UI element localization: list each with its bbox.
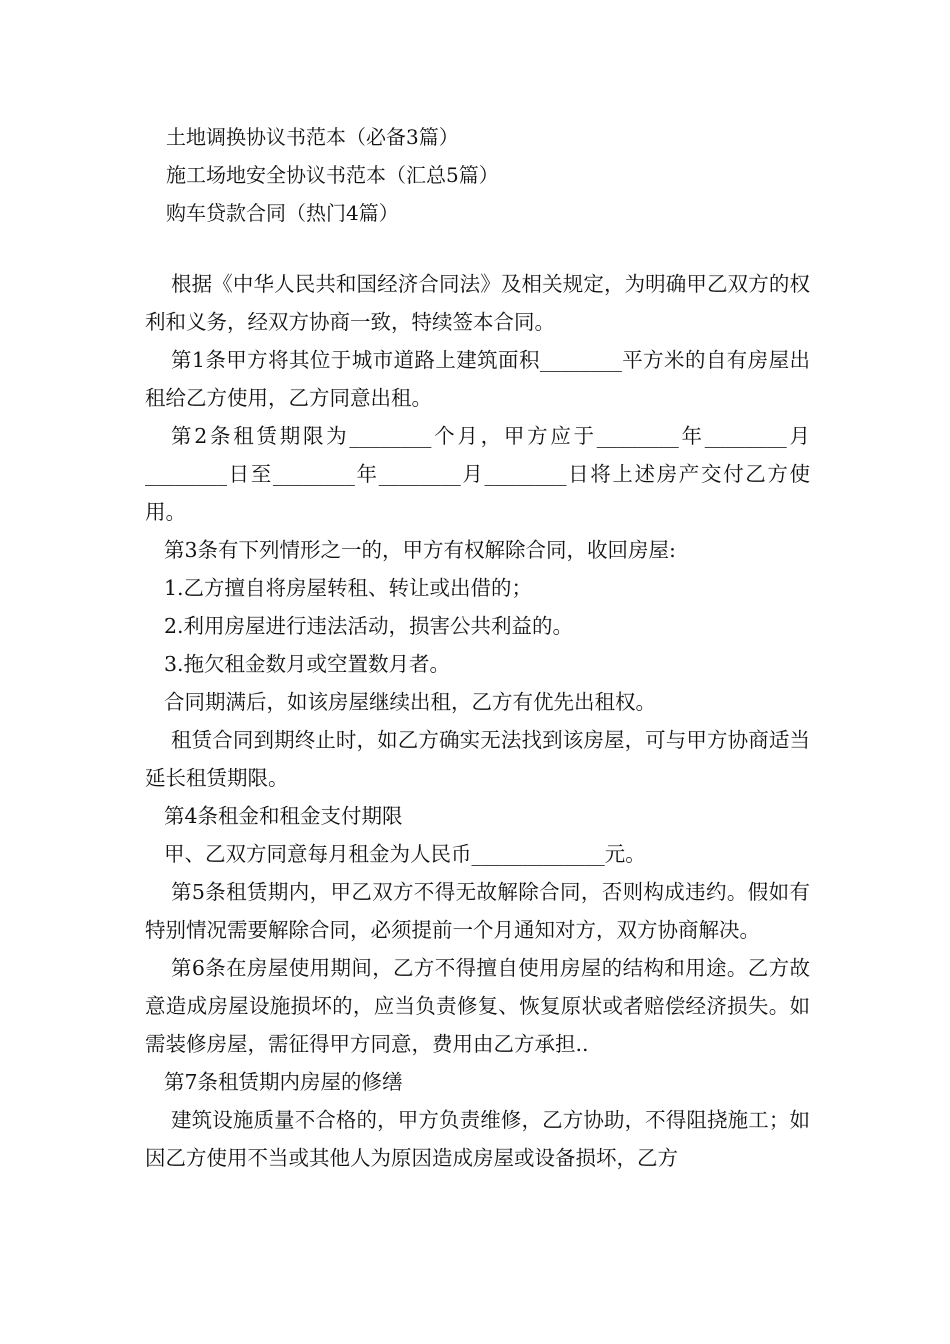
related-link[interactable]: 土地调换协议书范本（必备3篇） xyxy=(166,125,459,149)
article-3-item-3: 3.拖欠租金数月或空置数月者。 xyxy=(164,652,451,676)
related-links xyxy=(166,118,499,232)
contract-body xyxy=(145,265,810,1177)
article-2: 第2条租赁期限为________个月，甲方应于________年________月________日至________年________月________日将上述房产交付乙方使用。 xyxy=(145,424,810,524)
rent-amount-paragraph: 甲、乙双方同意每月租金为人民币_____________元。 xyxy=(164,842,646,866)
priority-lease-paragraph: 合同期满后，如该房屋继续出租，乙方有优先出租权。 xyxy=(164,690,656,714)
article-5: 第5条租赁期内，甲乙双方不得无故解除合同，否则构成违约。假如有特别情况需要解除合同，必须提前一个月通知对方，双方协商解决。 xyxy=(145,880,810,942)
extension-paragraph: 租赁合同到期终止时，如乙方确实无法找到该房屋，可与甲方协商适当延长租赁期限。 xyxy=(145,728,810,790)
intro-paragraph: 根据《中华人民共和国经济合同法》及相关规定，为明确甲乙双方的权利和义务，经双方协商一致，特续签本合同。 xyxy=(145,272,810,334)
repair-paragraph: 建筑设施质量不合格的，甲方负责维修，乙方协助，不得阻挠施工；如因乙方使用不当或其他人为原因造成房屋或设备损坏，乙方 xyxy=(145,1108,810,1170)
article-3: 第3条有下列情形之一的，甲方有权解除合同，收回房屋: xyxy=(164,538,676,562)
article-4: 第4条租金和租金支付期限 xyxy=(164,804,403,828)
article-6: 第6条在房屋使用期间，乙方不得擅自使用房屋的结构和用途。乙方故意造成房屋设施损坏的，应当负责修复、恢复原状或者赔偿经济损失。如需装修房屋，需征得甲方同意，费用由乙方承担.. xyxy=(145,956,810,1056)
article-3-item-1: 1.乙方擅自将房屋转租、转让或出借的； xyxy=(164,576,533,600)
article-1: 第1条甲方将其位于城市道路上建筑面积________平方米的自有房屋出租给乙方使用，乙方同意出租。 xyxy=(145,348,810,410)
article-7: 第7条租赁期内房屋的修缮 xyxy=(164,1070,403,1094)
related-link[interactable]: 施工场地安全协议书范本（汇总5篇） xyxy=(166,163,499,187)
article-3-item-2: 2.利用房屋进行违法活动，损害公共利益的。 xyxy=(164,614,574,638)
related-link[interactable]: 购车贷款合同（热门4篇） xyxy=(166,201,399,225)
